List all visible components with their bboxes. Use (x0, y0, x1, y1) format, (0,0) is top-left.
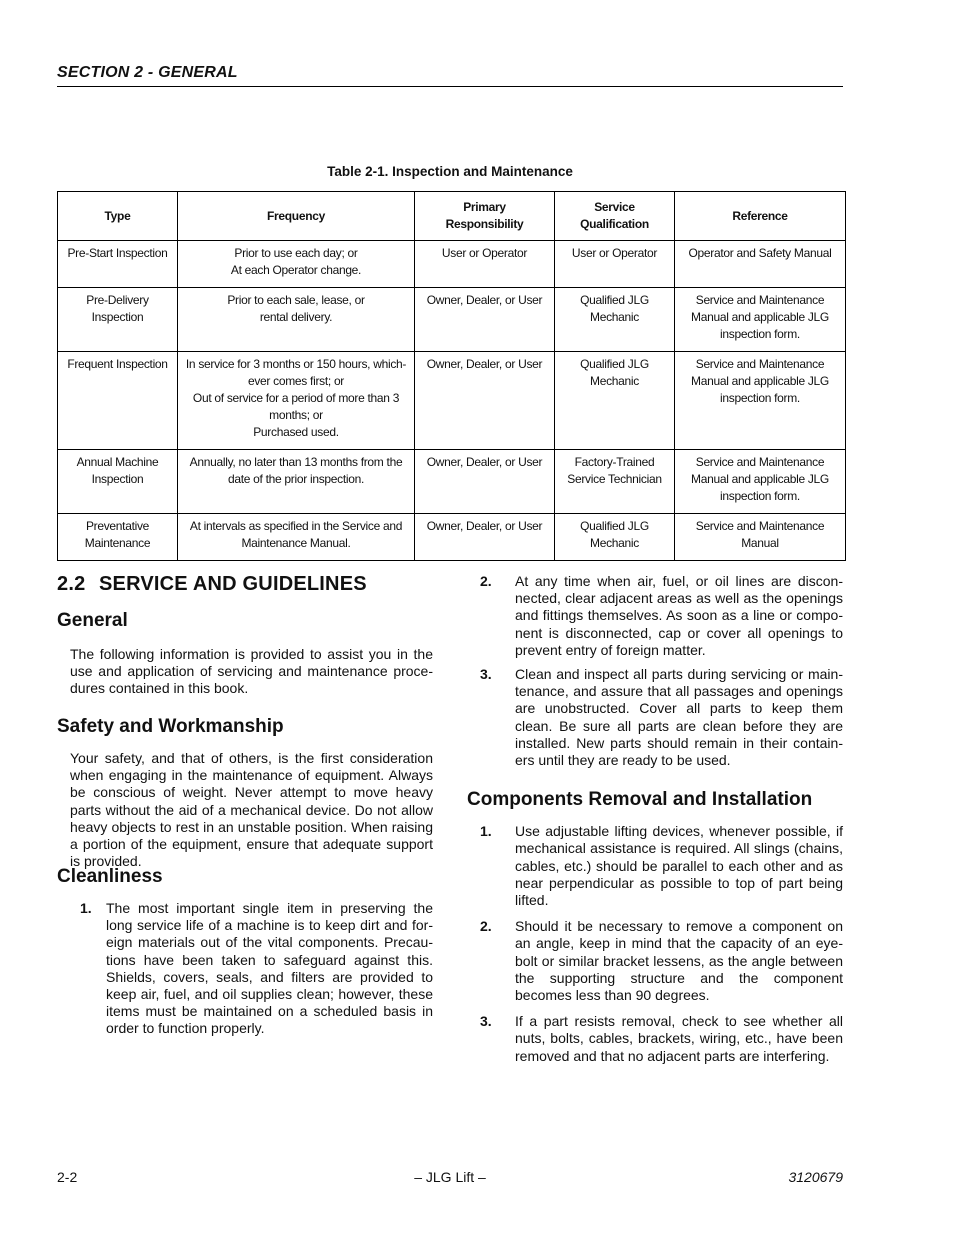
list-item-number: 3. (480, 1013, 492, 1030)
components-heading: Components Removal and Installation (467, 789, 813, 811)
list-item-number: 1. (480, 823, 492, 840)
table-cell: Owner, Dealer, or User (415, 288, 555, 352)
list-item-text: Use adjustable lifting devices, whenever possible, if mechanical assistance is required. All slings (chains, cables, etc.) should be parallel to each other and as near perpendicular as possible to top of part being lifted. (515, 823, 843, 909)
table-row (58, 241, 846, 288)
table-row (58, 514, 846, 561)
list-item-text: At any time when air, fuel, or oil lines are discon-nected, clear adjacent areas as well as the openings and fittings themselves. As soon as a line or compo-nent is disconnected, cap or cover all openings to prevent entry of foreign matter. (515, 573, 843, 658)
header-service-qualification: Service Qualification (555, 192, 675, 241)
table-cell: Owner, Dealer, or User (415, 514, 555, 561)
table-cell: Pre-Delivery Inspection (58, 288, 178, 352)
list-item-text: Clean and inspect all parts during servicing or main-tenance, and assure that all passages and openings are unobstructed. Cover all parts to keep them clean. Be sure all parts are clean before they are installed. New parts should remain in their contain-ers until they are ready to be used. (515, 666, 843, 769)
list-item-number: 2. (480, 918, 492, 935)
table-cell: Service and Maintenance Manual and applicable JLG inspection form. (675, 352, 846, 450)
table-cell: Service and Maintenance Manual (675, 514, 846, 561)
page-footer (57, 1169, 843, 1189)
table-cell: User or Operator (555, 241, 675, 288)
cleanliness-list-continued (457, 573, 843, 769)
general-heading: General (57, 610, 128, 631)
safety-text: Your safety, and that of others, is the first consideration when engaging in the maintenance of equipment. Always be conscious of weight. Never attempt to move heavy parts without the aid of a mechanical device. Do not allow heavy objects to rest in an unstable position. When raising a portion of the equipment, ensure that adequate support is provided. (70, 750, 433, 870)
list-item (457, 666, 843, 769)
table-cell: In service for 3 months or 150 hours, which- ever comes first; or Out of service for a period of more than 3 months; or Purchased used. (178, 352, 415, 450)
list-item-text: Should it be necessary to remove a component on an angle, keep in mind that the capacity of an eye-bolt or similar bracket lessens, as the angle between the supporting structure and the component becomes less than 90 degrees. (515, 918, 843, 1004)
table-cell: Service and Maintenance Manual and applicable JLG inspection form. (675, 450, 846, 514)
section-heading (57, 570, 433, 608)
table-cell: Owner, Dealer, or User (415, 450, 555, 514)
table-cell: Qualified JLG Mechanic (555, 288, 675, 352)
table-cell: Annually, no later than 13 months from the date of the prior inspection. (178, 450, 415, 514)
header-reference: Reference (675, 192, 846, 241)
table-cell: Qualified JLG Mechanic (555, 514, 675, 561)
section-number: 2.2 (57, 573, 86, 595)
list-item (457, 1013, 843, 1065)
components-list (457, 823, 843, 1065)
table-row (58, 352, 846, 450)
safety-heading: Safety and Workmanship (57, 716, 284, 737)
table-cell: Qualified JLG Mechanic (555, 352, 675, 450)
table-cell: Frequent Inspection (58, 352, 178, 450)
cleanliness-heading: Cleanliness (57, 866, 163, 887)
general-text: The following information is provided to assist you in the use and application of servicing and maintenance proce-dures contained in this book. (70, 646, 433, 697)
footer-center: – JLG Lift – (414, 1169, 486, 1185)
list-item-number: 3. (480, 666, 492, 682)
header-frequency: Frequency (178, 192, 415, 241)
table-cell: At intervals as specified in the Service and Maintenance Manual. (178, 514, 415, 561)
table-header-row (58, 192, 846, 241)
document-number: 3120679 (788, 1169, 843, 1185)
list-item (457, 573, 843, 657)
list-item-number: 1. (80, 900, 92, 916)
list-item-number: 2. (480, 573, 492, 589)
table-cell: Annual Machine Inspection (58, 450, 178, 514)
table-caption: Table 2-1. Inspection and Maintenance (327, 164, 573, 179)
list-item (57, 900, 433, 1038)
table-row (58, 450, 846, 514)
list-item (457, 918, 843, 1004)
header-type: Type (58, 192, 178, 241)
table-cell: Pre-Start Inspection (58, 241, 178, 288)
table-cell: User or Operator (415, 241, 555, 288)
page-number: 2-2 (57, 1169, 78, 1185)
table-row (58, 288, 846, 352)
inspection-table (57, 191, 846, 561)
table-cell: Factory-Trained Service Technician (555, 450, 675, 514)
section-header: SECTION 2 - GENERAL (57, 64, 843, 87)
list-item-text: If a part resists removal, check to see whether all nuts, bolts, cables, brackets, wiring, etc., have been removed and that no adjacent parts are interfering. (515, 1013, 843, 1064)
header-primary-responsibility: Primary Responsibility (415, 192, 555, 241)
cleanliness-list (57, 900, 433, 1038)
section-title: SERVICE AND GUIDELINES (99, 573, 367, 595)
right-column (467, 573, 843, 1065)
table-cell: Prior to each sale, lease, or rental delivery. (178, 288, 415, 352)
list-item-text: The most important single item in preserving the long service life of a machine is to keep dirt and for-eign materials out of the vital components. Precau-tions have been taken to safeguard against this. Shields, covers, seals, and filters are provided to keep air, fuel, and oil supplies clean; however, these items must be maintained on a scheduled basis in order to function properly. (106, 900, 433, 1037)
table-cell: Prior to use each day; or At each Operator change. (178, 241, 415, 288)
table-cell: Owner, Dealer, or User (415, 352, 555, 450)
table-cell: Preventative Maintenance (58, 514, 178, 561)
left-column (57, 570, 433, 1038)
table-cell: Operator and Safety Manual (675, 241, 846, 288)
list-item (457, 823, 843, 909)
table-cell: Service and Maintenance Manual and applicable JLG inspection form. (675, 288, 846, 352)
